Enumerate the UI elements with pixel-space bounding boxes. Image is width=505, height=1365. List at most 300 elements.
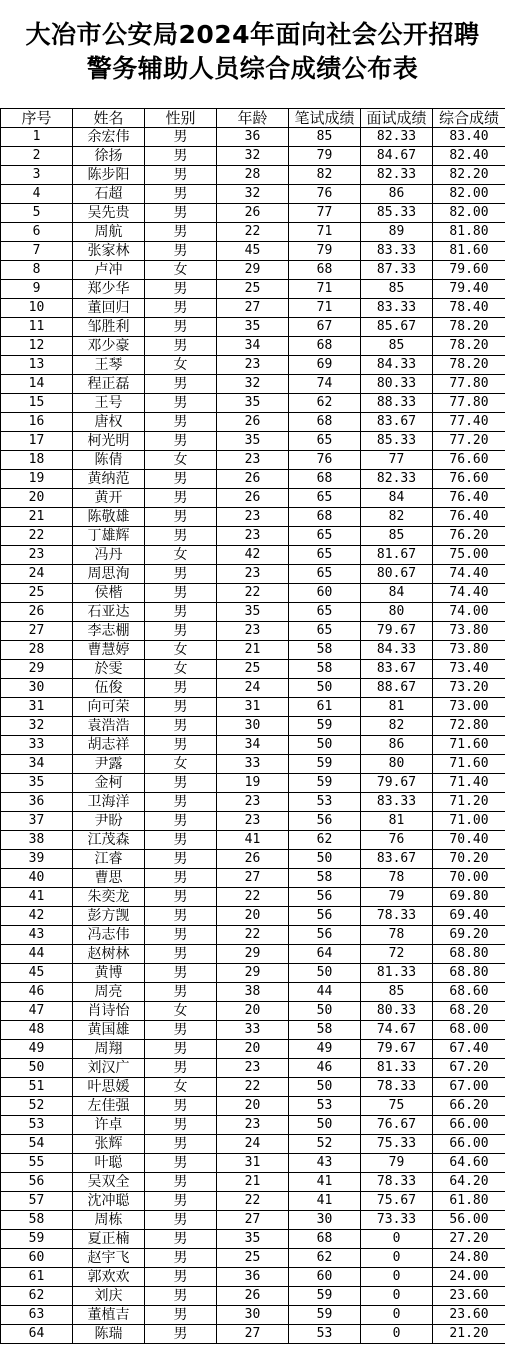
cell-gender: 男 xyxy=(145,945,217,964)
cell-interview-score: 83.33 xyxy=(361,242,433,261)
cell-name: 尹盼 xyxy=(73,812,145,831)
cell-name: 叶思媛 xyxy=(73,1078,145,1097)
cell-index: 24 xyxy=(1,565,73,584)
cell-interview-score: 78.33 xyxy=(361,907,433,926)
cell-name: 黄国雄 xyxy=(73,1021,145,1040)
cell-gender: 男 xyxy=(145,128,217,147)
cell-written-score: 58 xyxy=(289,641,361,660)
cell-written-score: 65 xyxy=(289,489,361,508)
table-row xyxy=(1,888,505,907)
cell-gender: 男 xyxy=(145,793,217,812)
cell-gender: 男 xyxy=(145,1287,217,1306)
cell-total-score: 76.40 xyxy=(433,489,505,508)
cell-age: 25 xyxy=(217,1249,289,1268)
cell-written-score: 68 xyxy=(289,470,361,489)
cell-name: 曹慧婷 xyxy=(73,641,145,660)
table-row xyxy=(1,926,505,945)
cell-interview-score: 82.33 xyxy=(361,128,433,147)
cell-total-score: 73.20 xyxy=(433,679,505,698)
cell-age: 22 xyxy=(217,1192,289,1211)
cell-written-score: 53 xyxy=(289,1097,361,1116)
cell-gender: 男 xyxy=(145,850,217,869)
cell-gender: 男 xyxy=(145,185,217,204)
cell-total-score: 66.00 xyxy=(433,1135,505,1154)
cell-index: 52 xyxy=(1,1097,73,1116)
cell-index: 54 xyxy=(1,1135,73,1154)
cell-name: 程正磊 xyxy=(73,375,145,394)
table-row xyxy=(1,1268,505,1287)
cell-index: 33 xyxy=(1,736,73,755)
cell-written-score: 68 xyxy=(289,261,361,280)
cell-interview-score: 76.67 xyxy=(361,1116,433,1135)
table-row xyxy=(1,660,505,679)
cell-index: 35 xyxy=(1,774,73,793)
cell-name: 侯楷 xyxy=(73,584,145,603)
cell-written-score: 68 xyxy=(289,413,361,432)
cell-interview-score: 81 xyxy=(361,698,433,717)
cell-index: 47 xyxy=(1,1002,73,1021)
cell-written-score: 64 xyxy=(289,945,361,964)
cell-total-score: 23.60 xyxy=(433,1287,505,1306)
cell-gender: 男 xyxy=(145,1211,217,1230)
cell-name: 柯光明 xyxy=(73,432,145,451)
cell-age: 26 xyxy=(217,470,289,489)
cell-gender: 女 xyxy=(145,1002,217,1021)
cell-age: 25 xyxy=(217,280,289,299)
cell-written-score: 59 xyxy=(289,755,361,774)
cell-gender: 男 xyxy=(145,508,217,527)
cell-gender: 男 xyxy=(145,622,217,641)
table-body xyxy=(1,128,505,1344)
cell-interview-score: 84.67 xyxy=(361,147,433,166)
cell-written-score: 62 xyxy=(289,831,361,850)
cell-name: 赵树林 xyxy=(73,945,145,964)
cell-age: 29 xyxy=(217,261,289,280)
cell-total-score: 71.60 xyxy=(433,736,505,755)
cell-written-score: 71 xyxy=(289,299,361,318)
table-row xyxy=(1,1021,505,1040)
cell-written-score: 30 xyxy=(289,1211,361,1230)
cell-interview-score: 76 xyxy=(361,831,433,850)
cell-gender: 男 xyxy=(145,1154,217,1173)
cell-written-score: 74 xyxy=(289,375,361,394)
cell-gender: 女 xyxy=(145,261,217,280)
cell-interview-score: 83.67 xyxy=(361,660,433,679)
cell-written-score: 65 xyxy=(289,622,361,641)
cell-index: 18 xyxy=(1,451,73,470)
cell-age: 26 xyxy=(217,413,289,432)
cell-written-score: 50 xyxy=(289,850,361,869)
cell-total-score: 67.20 xyxy=(433,1059,505,1078)
cell-index: 64 xyxy=(1,1325,73,1344)
cell-interview-score: 83.67 xyxy=(361,850,433,869)
cell-written-score: 67 xyxy=(289,318,361,337)
cell-total-score: 68.60 xyxy=(433,983,505,1002)
cell-total-score: 73.40 xyxy=(433,660,505,679)
cell-total-score: 82.20 xyxy=(433,166,505,185)
cell-gender: 男 xyxy=(145,983,217,1002)
cell-interview-score: 0 xyxy=(361,1230,433,1249)
cell-name: 李志棚 xyxy=(73,622,145,641)
cell-total-score: 71.20 xyxy=(433,793,505,812)
cell-index: 31 xyxy=(1,698,73,717)
cell-name: 邓少豪 xyxy=(73,337,145,356)
cell-interview-score: 88.67 xyxy=(361,679,433,698)
cell-interview-score: 85 xyxy=(361,337,433,356)
cell-total-score: 75.00 xyxy=(433,546,505,565)
cell-age: 24 xyxy=(217,1135,289,1154)
cell-age: 42 xyxy=(217,546,289,565)
cell-age: 29 xyxy=(217,964,289,983)
table-row xyxy=(1,641,505,660)
cell-name: 彭方觊 xyxy=(73,907,145,926)
cell-total-score: 69.40 xyxy=(433,907,505,926)
cell-total-score: 74.40 xyxy=(433,584,505,603)
cell-written-score: 59 xyxy=(289,774,361,793)
table-row xyxy=(1,1325,505,1344)
cell-total-score: 56.00 xyxy=(433,1211,505,1230)
table-row xyxy=(1,527,505,546)
table-row xyxy=(1,1287,505,1306)
cell-gender: 女 xyxy=(145,546,217,565)
cell-written-score: 65 xyxy=(289,603,361,622)
cell-interview-score: 84 xyxy=(361,584,433,603)
cell-age: 22 xyxy=(217,1078,289,1097)
header-age: 年龄 xyxy=(217,109,289,128)
table-row xyxy=(1,584,505,603)
cell-index: 45 xyxy=(1,964,73,983)
cell-age: 30 xyxy=(217,1306,289,1325)
cell-gender: 男 xyxy=(145,337,217,356)
cell-interview-score: 79 xyxy=(361,1154,433,1173)
cell-gender: 男 xyxy=(145,432,217,451)
cell-age: 23 xyxy=(217,793,289,812)
cell-age: 23 xyxy=(217,451,289,470)
cell-interview-score: 82 xyxy=(361,508,433,527)
cell-index: 11 xyxy=(1,318,73,337)
cell-gender: 男 xyxy=(145,166,217,185)
cell-gender: 男 xyxy=(145,413,217,432)
cell-index: 51 xyxy=(1,1078,73,1097)
cell-gender: 男 xyxy=(145,926,217,945)
cell-interview-score: 88.33 xyxy=(361,394,433,413)
cell-age: 20 xyxy=(217,1097,289,1116)
table-row xyxy=(1,242,505,261)
cell-written-score: 61 xyxy=(289,698,361,717)
cell-age: 26 xyxy=(217,850,289,869)
table-row xyxy=(1,1059,505,1078)
cell-total-score: 78.40 xyxy=(433,299,505,318)
table-row xyxy=(1,280,505,299)
cell-gender: 男 xyxy=(145,394,217,413)
cell-written-score: 50 xyxy=(289,1002,361,1021)
cell-interview-score: 75 xyxy=(361,1097,433,1116)
cell-name: 赵宇飞 xyxy=(73,1249,145,1268)
cell-name: 金柯 xyxy=(73,774,145,793)
table-row xyxy=(1,698,505,717)
cell-name: 周亮 xyxy=(73,983,145,1002)
cell-interview-score: 72 xyxy=(361,945,433,964)
cell-age: 20 xyxy=(217,1040,289,1059)
cell-age: 22 xyxy=(217,223,289,242)
table-row xyxy=(1,318,505,337)
cell-age: 29 xyxy=(217,945,289,964)
cell-gender: 男 xyxy=(145,280,217,299)
cell-interview-score: 83.33 xyxy=(361,299,433,318)
cell-name: 江茂森 xyxy=(73,831,145,850)
cell-total-score: 67.00 xyxy=(433,1078,505,1097)
cell-age: 21 xyxy=(217,641,289,660)
cell-total-score: 71.60 xyxy=(433,755,505,774)
cell-name: 尹露 xyxy=(73,755,145,774)
cell-written-score: 44 xyxy=(289,983,361,1002)
cell-interview-score: 78.33 xyxy=(361,1078,433,1097)
table-row xyxy=(1,394,505,413)
cell-total-score: 76.60 xyxy=(433,470,505,489)
cell-written-score: 59 xyxy=(289,1287,361,1306)
cell-index: 36 xyxy=(1,793,73,812)
cell-interview-score: 85.33 xyxy=(361,432,433,451)
cell-gender: 男 xyxy=(145,812,217,831)
cell-name: 冯丹 xyxy=(73,546,145,565)
table-header-row xyxy=(1,109,505,128)
cell-interview-score: 80 xyxy=(361,755,433,774)
table-row xyxy=(1,907,505,926)
cell-age: 23 xyxy=(217,812,289,831)
cell-written-score: 49 xyxy=(289,1040,361,1059)
cell-interview-score: 86 xyxy=(361,736,433,755)
cell-interview-score: 79.67 xyxy=(361,774,433,793)
cell-written-score: 58 xyxy=(289,1021,361,1040)
cell-written-score: 79 xyxy=(289,147,361,166)
cell-written-score: 82 xyxy=(289,166,361,185)
cell-total-score: 66.00 xyxy=(433,1116,505,1135)
cell-written-score: 56 xyxy=(289,926,361,945)
cell-gender: 男 xyxy=(145,147,217,166)
cell-written-score: 79 xyxy=(289,242,361,261)
cell-index: 38 xyxy=(1,831,73,850)
cell-gender: 男 xyxy=(145,299,217,318)
cell-index: 8 xyxy=(1,261,73,280)
cell-age: 38 xyxy=(217,983,289,1002)
cell-gender: 男 xyxy=(145,774,217,793)
cell-name: 吴先贵 xyxy=(73,204,145,223)
cell-name: 伍俊 xyxy=(73,679,145,698)
table-row xyxy=(1,774,505,793)
cell-interview-score: 87.33 xyxy=(361,261,433,280)
table-row xyxy=(1,983,505,1002)
cell-written-score: 85 xyxy=(289,128,361,147)
cell-name: 邹胜利 xyxy=(73,318,145,337)
cell-interview-score: 80.67 xyxy=(361,565,433,584)
cell-gender: 男 xyxy=(145,1173,217,1192)
cell-name: 黄纳范 xyxy=(73,470,145,489)
cell-name: 张家林 xyxy=(73,242,145,261)
table-row xyxy=(1,489,505,508)
cell-written-score: 68 xyxy=(289,337,361,356)
cell-name: 冯志伟 xyxy=(73,926,145,945)
cell-interview-score: 83.33 xyxy=(361,793,433,812)
cell-gender: 男 xyxy=(145,1306,217,1325)
cell-written-score: 62 xyxy=(289,1249,361,1268)
cell-name: 江睿 xyxy=(73,850,145,869)
cell-index: 37 xyxy=(1,812,73,831)
cell-name: 周思洵 xyxy=(73,565,145,584)
cell-interview-score: 81.33 xyxy=(361,1059,433,1078)
cell-name: 向可荣 xyxy=(73,698,145,717)
cell-interview-score: 0 xyxy=(361,1249,433,1268)
cell-gender: 男 xyxy=(145,698,217,717)
table-row xyxy=(1,565,505,584)
cell-total-score: 79.40 xyxy=(433,280,505,299)
cell-name: 陈步阳 xyxy=(73,166,145,185)
cell-age: 35 xyxy=(217,394,289,413)
cell-age: 34 xyxy=(217,337,289,356)
cell-age: 23 xyxy=(217,1059,289,1078)
cell-total-score: 27.20 xyxy=(433,1230,505,1249)
cell-interview-score: 81 xyxy=(361,812,433,831)
header-total-score: 综合成绩 xyxy=(433,109,505,128)
cell-written-score: 53 xyxy=(289,793,361,812)
cell-written-score: 53 xyxy=(289,1325,361,1344)
cell-index: 13 xyxy=(1,356,73,375)
table-row xyxy=(1,451,505,470)
cell-total-score: 23.60 xyxy=(433,1306,505,1325)
cell-written-score: 56 xyxy=(289,907,361,926)
cell-gender: 男 xyxy=(145,375,217,394)
cell-name: 许卓 xyxy=(73,1116,145,1135)
cell-name: 郑少华 xyxy=(73,280,145,299)
cell-age: 35 xyxy=(217,318,289,337)
cell-interview-score: 80.33 xyxy=(361,1002,433,1021)
cell-total-score: 76.60 xyxy=(433,451,505,470)
cell-index: 1 xyxy=(1,128,73,147)
cell-total-score: 82.00 xyxy=(433,185,505,204)
cell-gender: 男 xyxy=(145,907,217,926)
cell-gender: 女 xyxy=(145,356,217,375)
cell-index: 25 xyxy=(1,584,73,603)
table-row xyxy=(1,546,505,565)
cell-index: 9 xyxy=(1,280,73,299)
cell-written-score: 50 xyxy=(289,964,361,983)
cell-age: 20 xyxy=(217,907,289,926)
cell-total-score: 78.20 xyxy=(433,318,505,337)
cell-written-score: 41 xyxy=(289,1192,361,1211)
table-row xyxy=(1,337,505,356)
cell-index: 17 xyxy=(1,432,73,451)
cell-interview-score: 85.67 xyxy=(361,318,433,337)
cell-interview-score: 82.33 xyxy=(361,470,433,489)
cell-interview-score: 75.67 xyxy=(361,1192,433,1211)
cell-written-score: 52 xyxy=(289,1135,361,1154)
cell-interview-score: 74.67 xyxy=(361,1021,433,1040)
cell-age: 33 xyxy=(217,755,289,774)
cell-gender: 男 xyxy=(145,204,217,223)
table-row xyxy=(1,1040,505,1059)
table-row xyxy=(1,717,505,736)
cell-name: 黄博 xyxy=(73,964,145,983)
cell-index: 30 xyxy=(1,679,73,698)
cell-age: 27 xyxy=(217,299,289,318)
cell-total-score: 73.80 xyxy=(433,641,505,660)
cell-written-score: 65 xyxy=(289,432,361,451)
cell-index: 34 xyxy=(1,755,73,774)
cell-age: 23 xyxy=(217,622,289,641)
cell-name: 肖诗怡 xyxy=(73,1002,145,1021)
cell-written-score: 59 xyxy=(289,717,361,736)
cell-index: 55 xyxy=(1,1154,73,1173)
cell-gender: 男 xyxy=(145,1116,217,1135)
cell-interview-score: 0 xyxy=(361,1268,433,1287)
cell-gender: 男 xyxy=(145,489,217,508)
cell-age: 20 xyxy=(217,1002,289,1021)
cell-age: 36 xyxy=(217,128,289,147)
cell-interview-score: 79.67 xyxy=(361,622,433,641)
cell-name: 张辉 xyxy=(73,1135,145,1154)
cell-index: 27 xyxy=(1,622,73,641)
cell-gender: 男 xyxy=(145,1097,217,1116)
cell-index: 2 xyxy=(1,147,73,166)
cell-total-score: 64.60 xyxy=(433,1154,505,1173)
cell-age: 21 xyxy=(217,1173,289,1192)
cell-index: 53 xyxy=(1,1116,73,1135)
cell-written-score: 69 xyxy=(289,356,361,375)
table-row xyxy=(1,679,505,698)
cell-total-score: 72.80 xyxy=(433,717,505,736)
cell-written-score: 77 xyxy=(289,204,361,223)
cell-age: 26 xyxy=(217,1287,289,1306)
cell-interview-score: 0 xyxy=(361,1287,433,1306)
cell-total-score: 68.80 xyxy=(433,964,505,983)
cell-name: 陈瑞 xyxy=(73,1325,145,1344)
table-row xyxy=(1,964,505,983)
cell-written-score: 71 xyxy=(289,280,361,299)
cell-total-score: 24.80 xyxy=(433,1249,505,1268)
cell-total-score: 77.80 xyxy=(433,375,505,394)
table-row xyxy=(1,1097,505,1116)
cell-index: 60 xyxy=(1,1249,73,1268)
cell-written-score: 50 xyxy=(289,1116,361,1135)
cell-name: 石亚达 xyxy=(73,603,145,622)
cell-name: 徐扬 xyxy=(73,147,145,166)
cell-name: 夏正楠 xyxy=(73,1230,145,1249)
table-row xyxy=(1,1306,505,1325)
cell-gender: 男 xyxy=(145,223,217,242)
table-row xyxy=(1,204,505,223)
cell-index: 58 xyxy=(1,1211,73,1230)
cell-index: 19 xyxy=(1,470,73,489)
cell-written-score: 46 xyxy=(289,1059,361,1078)
cell-age: 35 xyxy=(217,603,289,622)
cell-name: 余宏伟 xyxy=(73,128,145,147)
cell-gender: 女 xyxy=(145,1078,217,1097)
cell-total-score: 21.20 xyxy=(433,1325,505,1344)
table-row xyxy=(1,1135,505,1154)
cell-total-score: 67.40 xyxy=(433,1040,505,1059)
cell-total-score: 69.80 xyxy=(433,888,505,907)
cell-age: 27 xyxy=(217,869,289,888)
cell-interview-score: 78 xyxy=(361,926,433,945)
cell-interview-score: 0 xyxy=(361,1306,433,1325)
cell-age: 23 xyxy=(217,508,289,527)
cell-index: 29 xyxy=(1,660,73,679)
cell-index: 44 xyxy=(1,945,73,964)
table-row xyxy=(1,185,505,204)
cell-total-score: 66.20 xyxy=(433,1097,505,1116)
cell-total-score: 77.80 xyxy=(433,394,505,413)
cell-total-score: 71.40 xyxy=(433,774,505,793)
cell-total-score: 70.00 xyxy=(433,869,505,888)
